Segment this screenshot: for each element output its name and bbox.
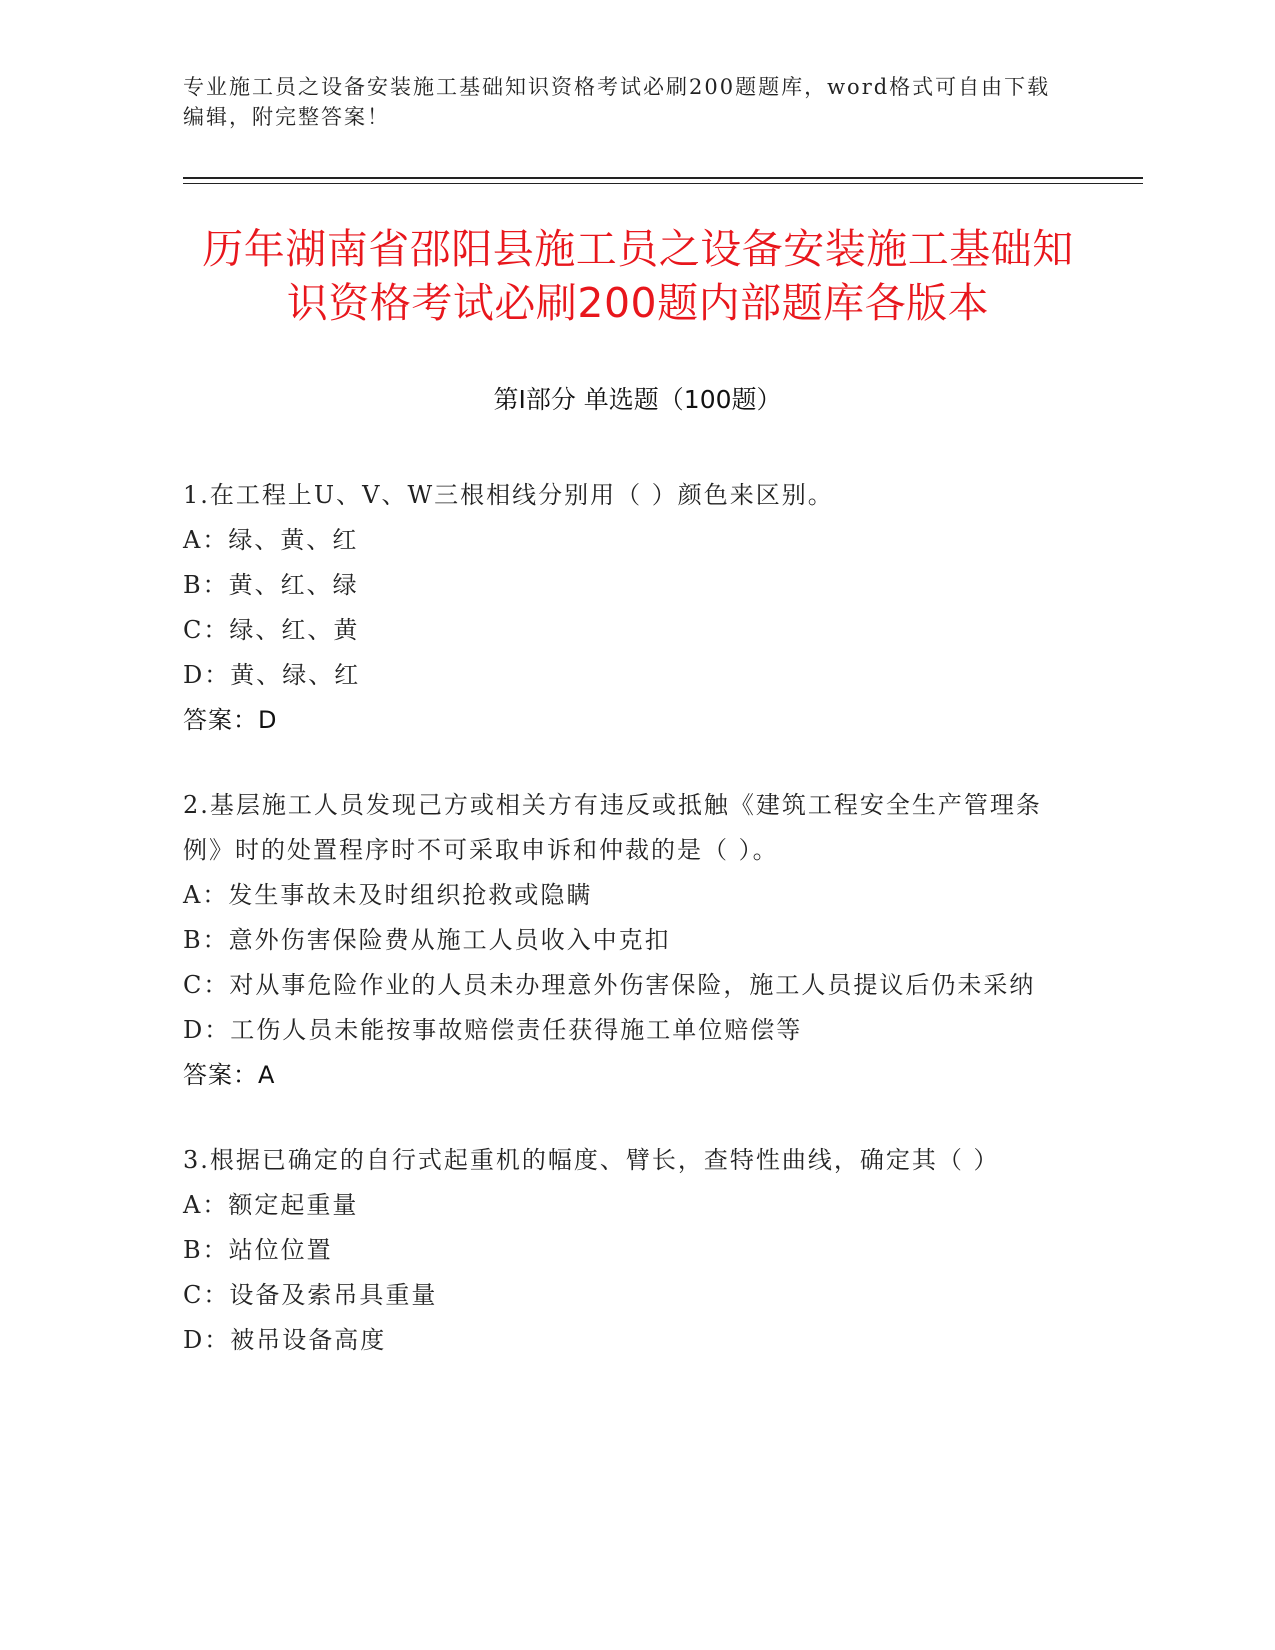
option-a: A：绿、黄、红 xyxy=(183,526,359,554)
option-d: D：工伤人员未能按事故赔偿责任获得施工单位赔偿等 xyxy=(183,1016,803,1044)
option-b: B：站位位置 xyxy=(183,1236,333,1264)
answer: 答案：A xyxy=(183,1061,276,1089)
question-stem: 2.基层施工人员发现己方或相关方有违反或抵触《建筑工程安全生产管理条例》时的处置程序时不可采取申诉和仲裁的是（ ）。 xyxy=(183,791,1042,864)
option-c: C：设备及索吊具重量 xyxy=(183,1281,438,1309)
question-3 xyxy=(183,1138,1063,1363)
option-b: B：黄、红、绿 xyxy=(183,571,359,599)
section-title: 第Ⅰ部分 单选题（100题） xyxy=(493,385,782,414)
answer: 答案：D xyxy=(183,706,278,734)
header-note: 专业施工员之设备安装施工基础知识资格考试必刷200题题库，word格式可自由下载编辑，附完整答案！ xyxy=(183,75,1051,129)
option-c: C：绿、红、黄 xyxy=(183,616,360,644)
document-title: 历年湖南省邵阳县施工员之设备安装施工基础知识资格考试必刷200题内部题库各版本 xyxy=(202,225,1074,327)
question-list xyxy=(183,473,1063,1363)
question-1 xyxy=(183,473,1063,743)
header-divider-thick xyxy=(183,177,1143,179)
question-stem: 1.在工程上U、V、W三根相线分别用（ ）颜色来区别。 xyxy=(183,481,834,509)
option-d: D：被吊设备高度 xyxy=(183,1326,387,1354)
option-d: D：黄、绿、红 xyxy=(183,661,361,689)
option-a: A：额定起重量 xyxy=(183,1191,359,1219)
option-c: C：对从事危险作业的人员未办理意外伤害保险，施工人员提议后仍未采纳 xyxy=(183,971,1036,999)
question-2 xyxy=(183,783,1063,1098)
option-b: B：意外伤害保险费从施工人员收入中克扣 xyxy=(183,926,671,954)
option-a: A：发生事故未及时组织抢救或隐瞒 xyxy=(183,881,593,909)
question-stem: 3.根据已确定的自行式起重机的幅度、臂长，查特性曲线，确定其（ ） xyxy=(183,1146,1000,1174)
header-divider-thin xyxy=(183,183,1143,184)
